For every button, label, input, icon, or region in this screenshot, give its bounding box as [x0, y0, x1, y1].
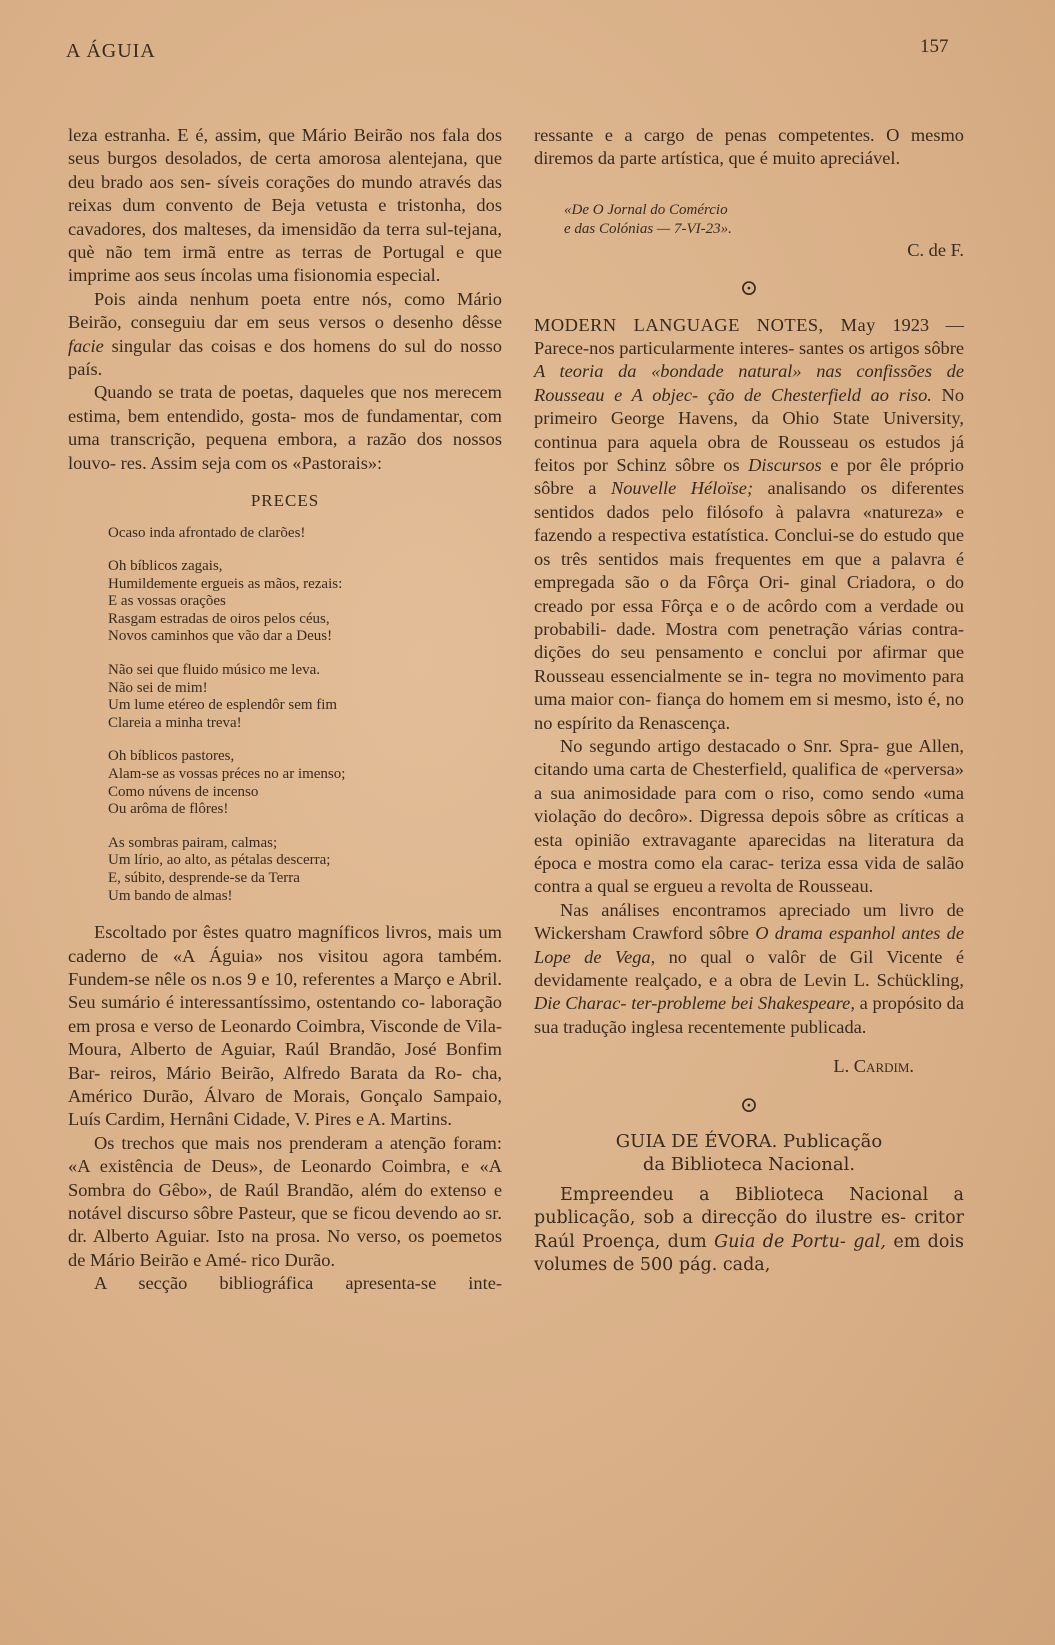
text-line: cha, Américo Durão, Álvaro de Morais, [68, 1062, 502, 1107]
heading-line: GUIA DE ÉVORA. Publicação [615, 1131, 883, 1153]
text-line: Pois ainda nenhum poeta entre nós, como [94, 288, 445, 309]
poem-line: Humildemente ergueis as mãos, rezais: [108, 575, 343, 592]
text-line: sumário é interessantíssimo, ostentando co- [101, 992, 425, 1013]
text-line: Gonçalo Sampaio, Luís Cardim, Hernâni [68, 1086, 502, 1130]
poem-line: Oh bíblicos zagais, [108, 558, 223, 575]
text-line: valôr de Gil Vicente é devidamente realçado, [534, 946, 964, 990]
text-line: Mário Beirão, conseguiu dar em seus versos [68, 288, 502, 333]
text-line: MODERN LANGUAGE NOTES, May [534, 314, 876, 335]
text-line: dos homens do sul do nosso país. [68, 335, 503, 380]
text-line: livros, mais um caderno de «A Águia» nos [68, 922, 502, 966]
poem-line: Não sei que fluido músico me leva. [108, 662, 321, 679]
italic-title: Guia de Portu- [714, 1231, 846, 1252]
text-line: mos de fundamentar, com uma transcrição, [68, 405, 502, 450]
running-title: A ÁGUIA [66, 40, 156, 62]
signature-cardim: L. Cardim. [833, 1056, 914, 1077]
italic-title: Die Charac- [534, 993, 627, 1014]
text-line: publicação, sob a direcção do ilustre es- [534, 1208, 907, 1229]
text-line: Empreendeu a Biblioteca Nacional a [560, 1185, 964, 1206]
paragraph-second-article [534, 735, 964, 899]
text-line: No segundo artigo destacado o Snr. Spra- [560, 735, 880, 756]
poem-line: Novos caminhos que vão dar a Deus! [108, 628, 333, 645]
italic-title: gal, [853, 1231, 886, 1252]
paragraph-4 [68, 921, 502, 1132]
text-line: laboração em prosa e verso de Leonardo [68, 992, 502, 1036]
text-line: analisando os diferentes sentidos dados pelo [534, 478, 964, 522]
text-line: reiros, Mário Beirão, Alfredo Barata da Ro- [110, 1062, 463, 1083]
text-line: Cidade, V. Pires e A. Martins. [233, 1109, 452, 1130]
text-line: ergueu a revolta de Rousseau. [653, 876, 874, 897]
text-line: que os três sentidos mais frequentes em que [534, 525, 964, 569]
text-line: em dois volumes de 500 pág. cada, [534, 1231, 964, 1276]
text-line: dos cavadores, dos malteses, da imensidão [68, 195, 502, 239]
signature-cf: C. de F. [907, 239, 964, 260]
text-line: Quando se trata de poetas, daqueles que [94, 382, 397, 403]
poem-line: Um bando de almas! [108, 887, 233, 904]
text-line: critor Raúl Proença, dum [534, 1208, 964, 1252]
text-line: qualifica de «perversa» a sua animosidade [534, 759, 964, 803]
poem-line: E, súbito, desprende-se da Terra [108, 870, 300, 886]
text-line: no espírito da Renascença. [534, 712, 731, 733]
poem-stanza [108, 835, 502, 905]
poem-line: As sombras pairam, calmas; [108, 834, 278, 851]
text-line: singular das coisas e [103, 335, 273, 356]
mln-review [534, 314, 964, 735]
guia-heading [534, 1130, 964, 1176]
poem-stanza [108, 525, 502, 543]
text-line: da terra sul-tejana, què não tem irmã entre [68, 218, 502, 263]
paragraph-2 [68, 288, 502, 382]
text-line: de Aguiar, Raúl Brandão, José Bonfim Bar- [68, 1039, 502, 1083]
text-line: ginal Criadora, o do creado por essa Fôrça [534, 572, 965, 616]
text-line: as terras de Portugal e que imprime aos [68, 242, 502, 286]
italic-title: ção de Chesterfield ao riso. [707, 384, 932, 405]
text-line: dum convento de Beja vetusta e tristonha, [122, 195, 466, 216]
text-line: sua tradução inglesa recentemente publicada. [534, 1016, 867, 1037]
text-line: verso, os poemetos de Mário Beirão e Amé- [68, 1226, 503, 1270]
text-line: No primeiro [534, 384, 965, 429]
text-line: síveis corações do mundo através das reixas [68, 171, 502, 216]
text-line: atenção foram: «A existência de Deus», de [68, 1132, 502, 1177]
text-line: e a obra de Levin L. Schückling, [709, 970, 964, 990]
text-line: do decôro». Digressa depois sôbre as críticas [603, 806, 949, 827]
paragraph-1 [68, 124, 502, 288]
poem-stanza [108, 748, 502, 818]
italic-title: natural» nas confissões de Rousseau e A objec- [534, 361, 964, 405]
paragraph-3 [68, 381, 502, 475]
poem-line: Ocaso inda afrontado de clarões! [108, 524, 306, 541]
text-line: teriza essa vida de salão contra a qual se [534, 852, 964, 897]
poem-line: Rasgam estradas de oiros pelos céus, [108, 610, 330, 627]
text-line: de Raúl Brandão, além do extenso e notável [68, 1179, 502, 1224]
italic-title: espanhol antes de Lope de Vega, [534, 923, 965, 967]
italic-title: ter-probleme bei Shakespeare, [631, 993, 855, 1014]
text-line: a esta opinião extravagante aparecidas na [534, 806, 964, 850]
text-line: continua para aquela obra de Rousseau os [534, 431, 876, 452]
section-divider-icon: ⊙ [739, 1091, 759, 1117]
text-line: e o de acôrdo com a verdade ou probabili- [534, 595, 964, 639]
poem-line: Um lírio, ao alto, as pétalas descerra; [108, 852, 331, 869]
text-line: afirmar que Rousseau essencialmente se in- [534, 642, 964, 686]
poem-line: Ou arôma de flôres! [108, 801, 229, 818]
text-line: amorosa alentejana, que deu brado aos sen- [68, 148, 502, 192]
poem-stanza [108, 558, 502, 646]
text-line: dade. Mostra com penetração várias contra- [616, 618, 964, 639]
text-line: 1923 — Parece-nos particularmente interes- [534, 314, 964, 359]
poem-line: Não sei de mim! [108, 679, 208, 696]
paragraph-analyses [534, 899, 964, 1039]
text-line: no qual o [655, 946, 755, 967]
paragraph-5 [68, 1132, 502, 1272]
text-line: n.os 9 e 10, referentes a Março e Abril. Seu [68, 969, 502, 1013]
italic-title: A teoria da «bondade [534, 361, 724, 382]
text-line: Coimbra, Visconde de Vila-Moura, Alberto [68, 1015, 502, 1060]
text-line: santes os artigos sôbre [799, 338, 964, 359]
text-line: fiança do homem em si mesmo, isto é, no [656, 689, 964, 710]
text-line: a propósito da [854, 993, 964, 1014]
heading-line: da Biblioteca Nacional. [642, 1154, 856, 1176]
poem-line: Como núvens de incenso [108, 783, 259, 800]
text-line: Escoltado por êstes quatro magníficos [94, 922, 380, 943]
text-line: a palavra é empregada são o da Fôrça Ori- [534, 548, 964, 593]
text-line: nos merecem estima, bem entendido, gosta- [68, 382, 502, 426]
text-line: rico Durão. [251, 1249, 336, 1270]
text-line: Os trechos que mais nos prenderam a [94, 1132, 383, 1153]
text-line: tegra no movimento para uma maior con- [534, 665, 964, 710]
text-line: visitou agora também. Fundem-se nêle os [68, 945, 502, 989]
section-divider-icon: ⊙ [739, 275, 759, 301]
quote-line: e das Colónias — 7-VI-23». [564, 220, 732, 237]
paragraph-6 [68, 1272, 502, 1295]
poem-title: PRECES [250, 491, 320, 511]
left-column [68, 124, 502, 1296]
poem-line: Oh bíblicos pastores, [108, 748, 235, 765]
italic-title: Discursos [748, 455, 822, 476]
italic-term: facie [68, 335, 104, 356]
text-line: Nas análises encontramos apreciado um [560, 899, 887, 920]
poem-line: Clareia a minha treva! [108, 714, 242, 731]
text-line: seus íncolas uma fisionomia especial. [164, 265, 441, 286]
text-line: res. Assim seja com os «Pastorais»: [120, 452, 383, 473]
text-line: discurso sôbre Pasteur, que se ficou devendo [127, 1203, 458, 1224]
text-line: o desenho dêsse [374, 312, 502, 333]
paragraph-continuation [534, 124, 964, 171]
poem-line: Um lume etéreo de esplendôr sem fim [108, 697, 338, 714]
poem-line: E as vossas orações [108, 593, 226, 610]
text-line: gue Allen, citando uma carta de Chesterfield, [534, 735, 964, 780]
poem-stanza [108, 662, 502, 732]
right-column [534, 124, 964, 1278]
source-quote [564, 201, 964, 239]
paragraph-guia [534, 1184, 964, 1278]
text-line: para com o riso, como sendo «uma violação [534, 782, 964, 827]
poem-line: Alam-se as vossas préces no ar imenso; [108, 766, 346, 783]
text-line: e por êle próprio sôbre a [534, 455, 964, 499]
text-line: filósofo à palavra «natureza» e fazendo a [534, 501, 964, 546]
text-line: ao sr. dr. Alberto Aguiar. Isto na prosa. No [68, 1203, 502, 1247]
text-line: mesmo diremos da parte artística, que é [534, 125, 964, 169]
italic-title: Nouvelle Héloïse; [610, 478, 754, 499]
text-line: literatura da época e mostra como ela carac- [534, 829, 964, 873]
text-line: nos fala dos seus burgos desolados, de certa [68, 125, 502, 169]
text-line: respectiva estatística. Conclui-se do estudo [611, 525, 932, 546]
text-line: George Havens, da Ohio State University, [610, 408, 964, 429]
text-line: A secção bibliográfica apresenta-se inte- [94, 1273, 502, 1294]
text-line: leza estranha. E é, assim, que Mário Beirão [68, 125, 403, 145]
poem [108, 525, 502, 906]
text-line: dições do seu pensamento e conclui por [534, 642, 863, 663]
text-line: livro de Wickersham Crawford sôbre [534, 899, 964, 944]
text-line: Leonardo Coimbra, e «A Sombra do Gêbo», [68, 1156, 502, 1200]
text-line: estudos já feitos por Schinz sôbre os [534, 431, 964, 476]
page-number: 157 [920, 36, 949, 57]
quote-line: «De O Jornal do Comércio [564, 201, 728, 218]
text-line: pequena embora, a razão dos nossos louvo- [68, 429, 502, 473]
text-line: muito apreciável. [772, 148, 901, 169]
italic-title: O drama [755, 923, 823, 944]
text-line: ressante e a cargo de penas competentes. O [534, 125, 900, 145]
